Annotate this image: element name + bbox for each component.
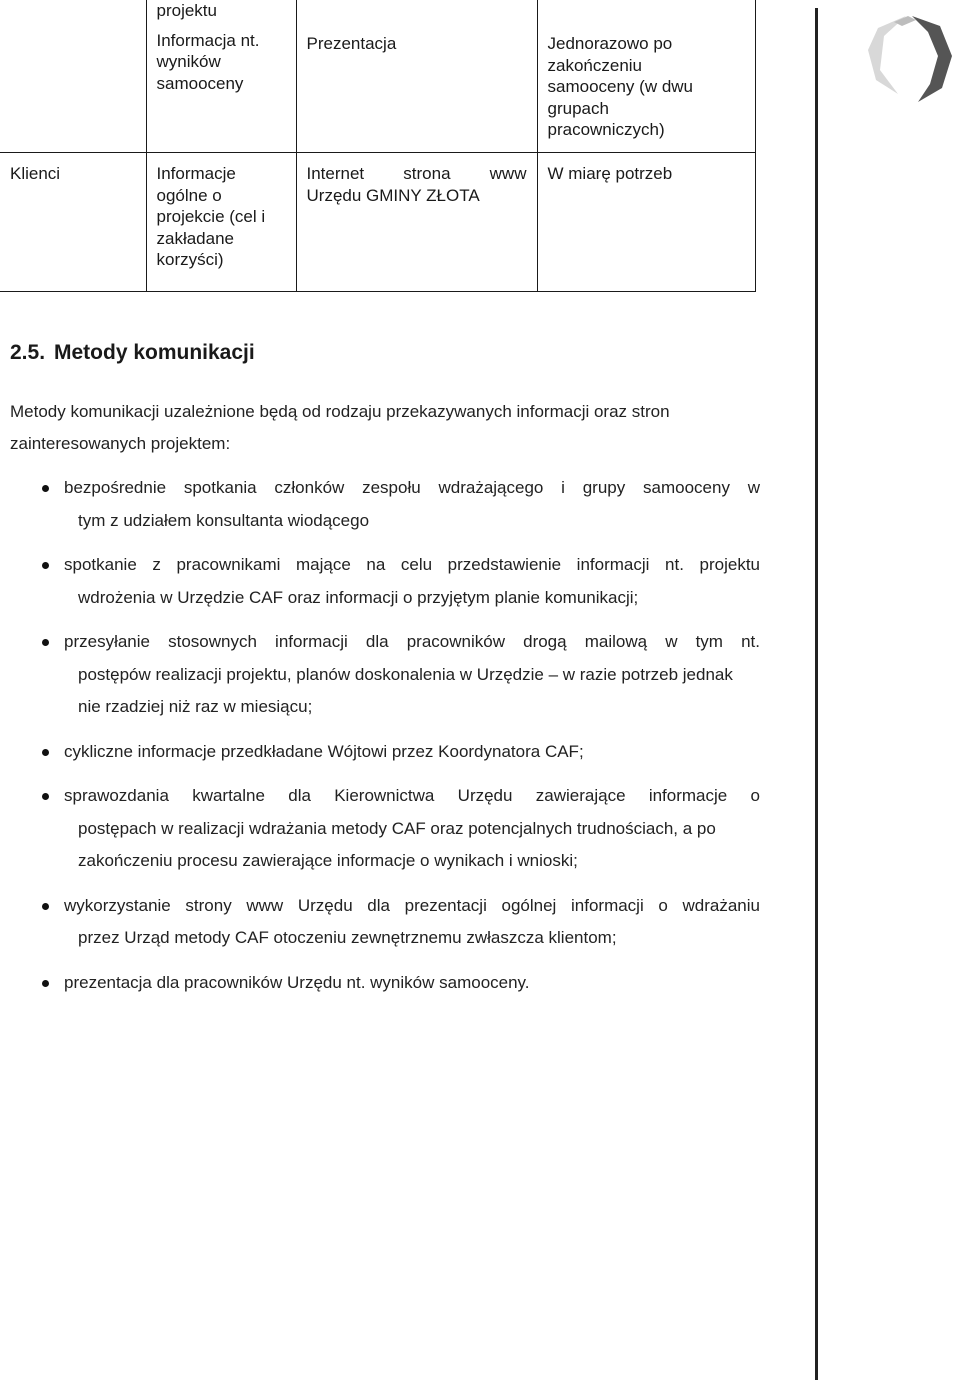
bullet-icon xyxy=(42,793,49,800)
table-cell xyxy=(146,0,296,153)
table-row xyxy=(0,153,755,292)
table-cell xyxy=(0,153,146,292)
list-item xyxy=(0,890,760,955)
list-item xyxy=(0,780,760,878)
cell-text: pracowniczych) xyxy=(547,120,665,139)
section-number: 2.5. xyxy=(10,341,46,364)
list-item xyxy=(0,626,760,724)
list-item-text: cykliczne informacje przedkładane Wójtowi przez Koordynatora CAF; xyxy=(64,741,584,761)
table-cell xyxy=(537,0,755,153)
list-item xyxy=(0,549,760,614)
cell-text: zakończeniu xyxy=(547,55,643,75)
list-item-text: przez Urząd metody CAF otoczeniu zewnętrznemu zwłaszcza klientom; xyxy=(78,928,617,947)
cell-text: Urzędu GMINY ZŁOTA xyxy=(306,185,480,205)
list-item-text: spotkanie z pracownikami mające na celu przedstawienie informacji nt. projektu xyxy=(64,555,760,574)
list-item-text: bezpośrednie spotkania członków zespołu wdrażającego i grupy samooceny w xyxy=(64,478,760,497)
list-item-text: przesyłanie stosownych informacji dla pracowników drogą mailową w tym nt. xyxy=(64,632,760,651)
cell-text: Internet strona www xyxy=(306,164,527,183)
table-cell xyxy=(296,0,537,153)
list-item xyxy=(0,967,760,1000)
cell-text: samooceny (w dwu xyxy=(547,77,694,96)
cell-text: samooceny xyxy=(156,73,244,93)
cell-text: W miarę potrzeb xyxy=(547,164,673,183)
bullet-icon xyxy=(42,903,49,910)
hexagon-logo-icon xyxy=(862,10,958,106)
cell-text: korzyści) xyxy=(156,250,224,269)
bullet-icon xyxy=(42,639,49,646)
cell-text: Jednorazowo po xyxy=(547,34,673,53)
cell-text: projekcie (cel i xyxy=(156,207,266,226)
logo xyxy=(862,10,958,111)
methods-list xyxy=(0,472,760,1011)
cell-text: Informacje xyxy=(156,164,236,183)
bullet-icon xyxy=(42,485,49,492)
cell-text: projektu xyxy=(156,1,217,20)
list-item xyxy=(0,736,760,769)
list-item xyxy=(0,472,760,537)
cell-text: Informacja nt. xyxy=(156,30,260,50)
cell-text: Klienci xyxy=(10,164,61,183)
table-cell xyxy=(296,153,537,292)
bullet-icon xyxy=(42,562,49,569)
bullet-icon xyxy=(42,980,49,987)
cell-text: zakładane xyxy=(156,228,235,248)
cell-text: ogólne o xyxy=(156,185,222,205)
table-cell xyxy=(537,153,755,292)
cell-text: grupach xyxy=(547,98,609,118)
cell-text: Prezentacja xyxy=(306,34,397,53)
communication-table xyxy=(0,0,756,292)
section-title: Metody komunikacji xyxy=(54,341,255,364)
list-item-text: wdrożenia w Urzędzie CAF oraz informacji o przyjętym planie komunikacji; xyxy=(78,587,639,607)
margin-rule xyxy=(815,8,818,1380)
intro-paragraph: Metody komunikacji uzależnione będą od rodzaju przekazywanych informacji oraz stron zainteresowanych projektem: xyxy=(10,402,670,453)
list-item-text: sprawozdania kwartalne dla Kierownictwa Urzędu zawierające informacje o xyxy=(64,786,760,805)
cell-text: wyników xyxy=(156,52,221,71)
list-item-text: prezentacja dla pracowników Urzędu nt. wyników samooceny. xyxy=(64,972,530,992)
table-cell xyxy=(146,153,296,292)
list-item-text: postępów realizacji projektu, planów doskonalenia w Urzędzie – w razie potrzeb jednak nie rzadziej niż raz w miesiącu; xyxy=(78,664,733,716)
list-item-text: tym z udziałem konsultanta wiodącego xyxy=(78,510,370,530)
table-cell xyxy=(0,0,146,153)
section-heading xyxy=(10,338,255,368)
list-item-text: wykorzystanie strony www Urzędu dla prezentacji ogólnej informacji o wdrażaniu xyxy=(64,895,760,915)
table-row xyxy=(0,0,755,153)
bullet-icon xyxy=(42,749,49,756)
list-item-text: postępach w realizacji wdrażania metody CAF oraz potencjalnych trudnościach, a po zakończeniu procesu zawierające informacje o wynikach i wnioski; xyxy=(78,818,716,870)
